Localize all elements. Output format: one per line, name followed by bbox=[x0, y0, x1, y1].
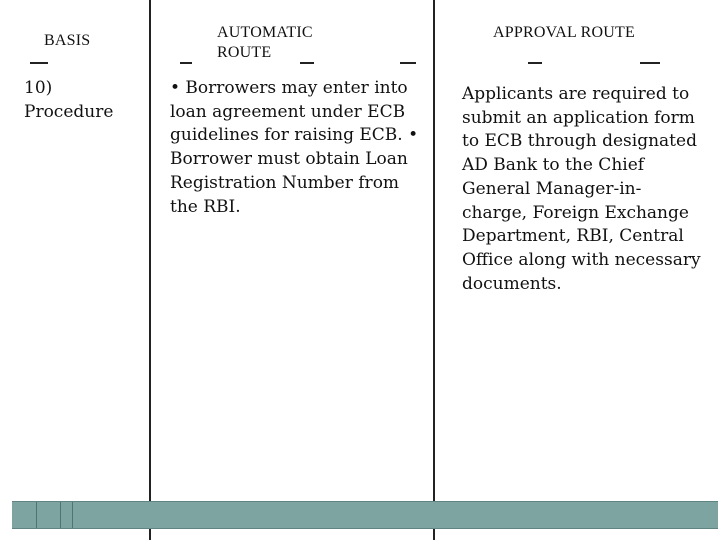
header-approval-route: APPROVAL ROUTE bbox=[493, 24, 635, 41]
footer-bar bbox=[12, 501, 718, 529]
cell-basis-procedure: 10) Procedure bbox=[24, 78, 114, 122]
header-underline bbox=[400, 62, 416, 64]
footer-divider bbox=[72, 502, 73, 528]
footer-divider bbox=[36, 502, 37, 528]
header-automatic-route: AUTOMATIC ROUTE bbox=[217, 24, 313, 61]
footer-divider bbox=[60, 502, 61, 528]
header-underline bbox=[180, 62, 192, 64]
cell-automatic-procedure: • Borrowers may enter into loan agreement under ECB guidelines for raising ECB. • Borrower must obtain Loan Registration Number from the RBI. bbox=[170, 78, 419, 217]
header-underline bbox=[640, 62, 660, 64]
cell-approval-procedure: Applicants are required to submit an application form to ECB through designated AD Bank to the Chief General Manager-in-charge, Foreign Exchange Department, RBI, Central Office along with necessary documents. bbox=[462, 84, 701, 294]
column-divider-1 bbox=[149, 0, 151, 540]
column-divider-2 bbox=[433, 0, 435, 540]
header-underline bbox=[528, 62, 542, 64]
header-underline bbox=[30, 62, 48, 64]
header-basis: BASIS bbox=[44, 32, 91, 49]
